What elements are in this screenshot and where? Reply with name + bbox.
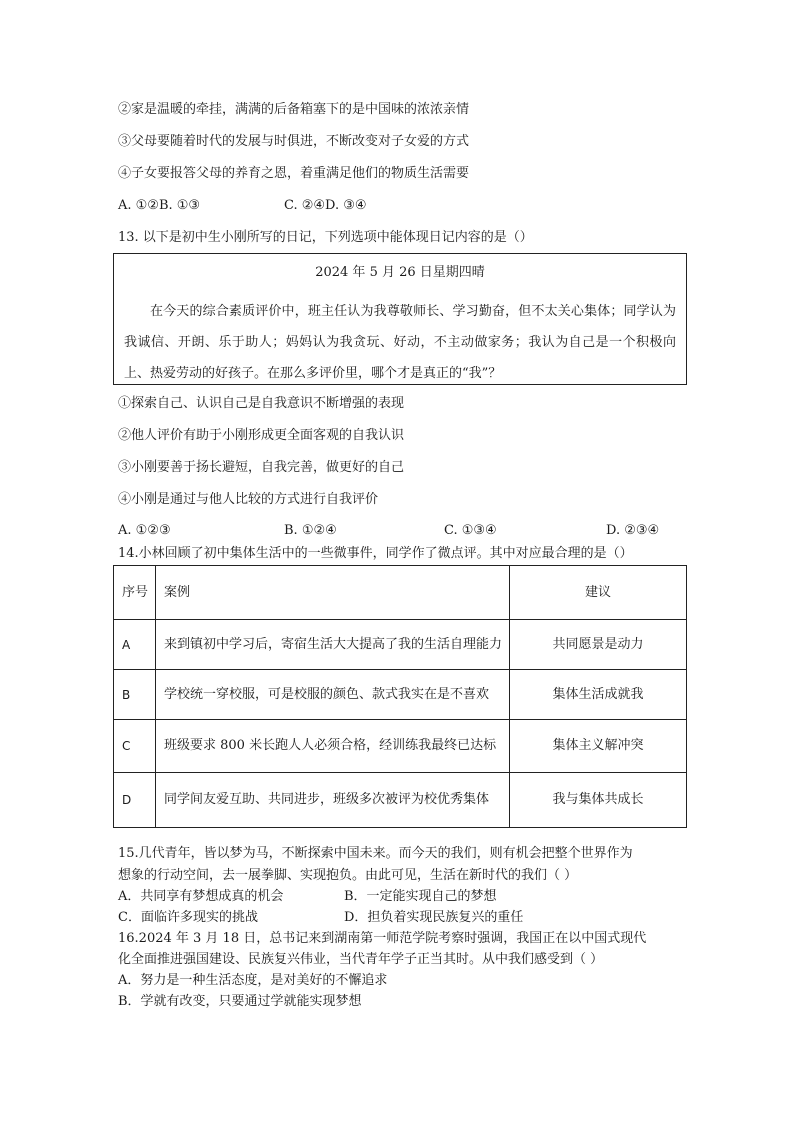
row-suggestion: 集体主义解冲突: [510, 720, 687, 773]
row-code: A: [114, 620, 156, 670]
header-case: 案例: [156, 566, 510, 620]
q16-stem-line2: 化全面推进强国建设、民族复兴伟业，当代青年学子正当其时。从中我们感受到（ ）: [118, 952, 604, 967]
row-suggestion: 共同愿景是动力: [510, 620, 687, 670]
q12-item-4: ④子女要报答父母的养育之恩，着重满足他们的物质生活需要: [118, 166, 470, 181]
table-row: [114, 720, 687, 773]
header-number: 序号: [114, 566, 156, 620]
q14-table: [113, 565, 687, 828]
q12-item-2: ②家是温暖的牵挂，满满的后备箱塞下的是中国味的浓浓亲情: [118, 102, 470, 117]
diary-date: 2024 年 5 月 26 日星期四晴: [315, 265, 485, 280]
row-code: C: [114, 720, 156, 773]
row-case: 班级要求 800 米长跑人人必须合格，经训练我最终已达标: [156, 720, 510, 773]
table-header-row: [114, 566, 687, 620]
row-suggestion: 集体生活成就我: [510, 670, 687, 720]
q13-option-b: B. ①②④: [284, 523, 337, 538]
table-row: [114, 670, 687, 720]
q13-item-4: ④小刚是通过与他人比较的方式进行自我评价: [118, 492, 379, 507]
q12-option-ab: A. ①②B. ①③: [118, 198, 201, 213]
q13-item-1: ①探索自己、认识自己是自我意识不断增强的表现: [118, 396, 405, 411]
q15-option-d: D．担负着实现民族复兴的重任: [344, 910, 524, 925]
table-row: [114, 773, 687, 828]
q13-option-c: C. ①③④: [444, 523, 497, 538]
row-code: D: [114, 773, 156, 828]
q15-stem-line1: 15.几代青年，皆以梦为马，不断探索中国未来。而今天的我们，则有机会把整个世界作为: [118, 846, 633, 861]
q14-stem: 14.小林回顾了初中集体生活中的一些微事件，同学作了微点评。其中对应最合理的是（）: [118, 546, 633, 561]
row-code: B: [114, 670, 156, 720]
q13-stem: 13. 以下是初中生小刚所写的日记，下列选项中能体现日记内容的是（）: [118, 230, 533, 245]
row-case: 来到镇初中学习后，寄宿生活大大提高了我的生活自理能力: [156, 620, 510, 670]
q15-stem-line2: 想象的行动空间，去一展拳脚、实现抱负。由此可见，生活在新时代的我们（ ）: [118, 868, 578, 883]
q15-option-b: B．一定能实现自己的梦想: [344, 889, 497, 904]
q16-option-b: B．学就有改变，只要通过学就能实现梦想: [118, 994, 362, 1009]
q12-item-3: ③父母要随着时代的发展与时俱进，不断改变对子女爱的方式: [118, 134, 470, 149]
diary-box: [113, 253, 687, 385]
q15-option-c: C．面临许多现实的挑战: [118, 910, 258, 925]
q13-item-3: ③小刚要善于扬长避短，自我完善，做更好的自己: [118, 460, 405, 475]
q12-option-cd: C. ②④D. ③④: [284, 198, 367, 213]
q13-option-d: D. ②③④: [606, 523, 660, 538]
header-suggestion: 建议: [510, 566, 687, 620]
q13-item-2: ②他人评价有助于小刚形成更全面客观的自我认识: [118, 428, 405, 443]
q15-option-a: A．共同享有梦想成真的机会: [118, 889, 284, 904]
row-case: 同学间友爱互助、共同进步，班级多次被评为校优秀集体: [156, 773, 510, 828]
q13-option-a: A. ①②③: [118, 523, 171, 538]
diary-text: 在今天的综合素质评价中，班主任认为我尊敬师长、学习勤奋，但不太关心集体；同学认为我诚信、开朗、乐于助人；妈妈认为我贪玩、好动，不主动做家务；我认为自己是一个积极向上、热爱劳动的好孩子。在那么多评价里，哪个才是真正的“我”？: [124, 304, 676, 381]
table-row: [114, 620, 687, 670]
q16-option-a: A．努力是一种生活态度，是对美好的不懈追求: [118, 973, 388, 988]
q16-stem-line1: 16.2024 年 3 月 18 日，总书记来到湖南第一师范学院考察时强调，我国正在以中国式现代: [118, 931, 647, 946]
row-suggestion: 我与集体共成长: [510, 773, 687, 828]
row-case: 学校统一穿校服，可是校服的颜色、款式我实在是不喜欢: [156, 670, 510, 720]
